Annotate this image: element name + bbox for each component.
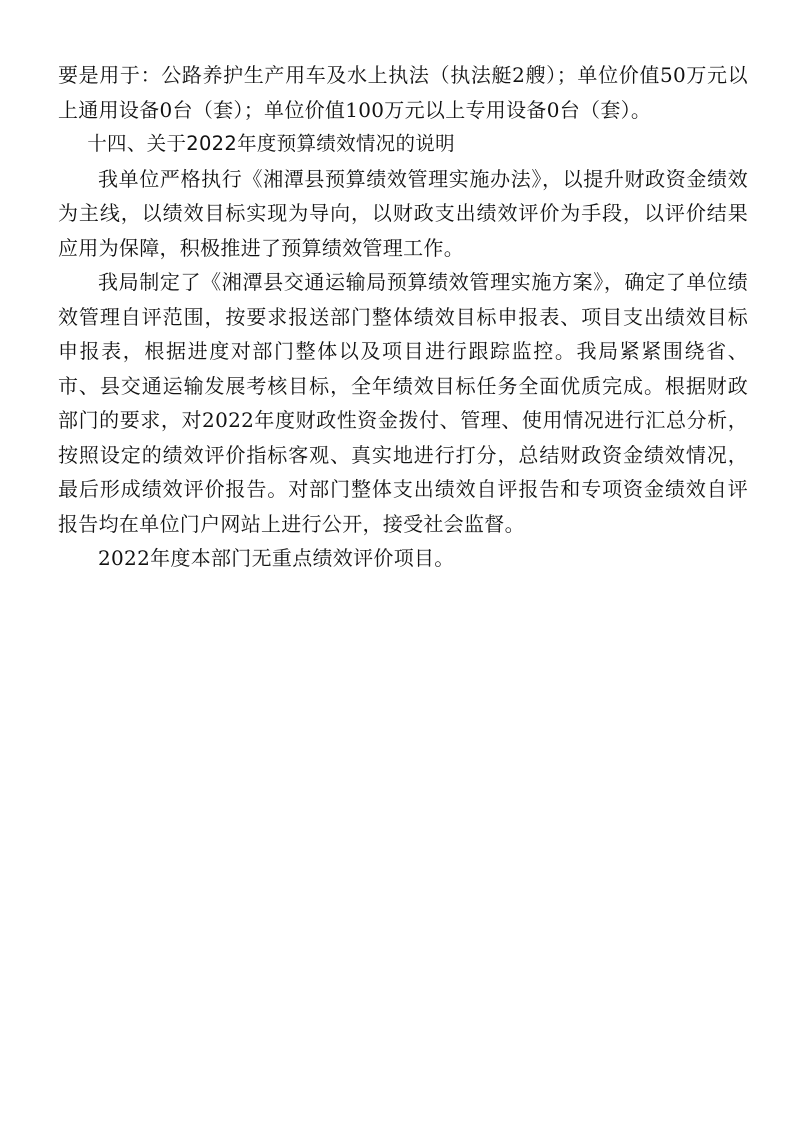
section-heading: 十四、关于2022年度预算绩效情况的说明 [87, 132, 455, 155]
document-body [58, 58, 748, 576]
paragraph-implementation: 我单位严格执行《湘潭县预算绩效管理实施办法》，以提升财政资金绩效为主线，以绩效目标实现为导向，以财政支出绩效评价为手段，以评价结果应用为保障，积极推进了预算绩效管理工作。 [58, 166, 748, 260]
paragraph-key-evaluation: 2022年度本部门无重点绩效评价项目。 [98, 546, 455, 570]
paragraph-work-plan: 我局制定了《湘潭县交通运输局预算绩效管理实施方案》，确定了单位绩效管理自评范围，按要求报送部门整体绩效目标申报表、项目支出绩效目标申报表，根据进度对部门整体以及项目进行跟踪监控。我局紧紧围绕省、市、县交通运输发展考核目标，全年绩效目标任务全面优质完成。根据财政部门的要求，对2022年度财政性资金拨付、管理、使用情况进行汇总分析，按照设定的绩效评价指标客观、真实地进行打分，总结财政资金绩效情况，最后形成绩效评价报告。对部门整体支出绩效自评报告和专项资金绩效自评报告均在单位门户网站上进行公开，接受社会监督。 [58, 270, 748, 536]
continuation-paragraph: 要是用于：公路养护生产用车及水上执法（执法艇2艘）；单位价值50万元以上通用设备0台（套）；单位价值100万元以上专用设备0台（套）。 [58, 63, 748, 122]
